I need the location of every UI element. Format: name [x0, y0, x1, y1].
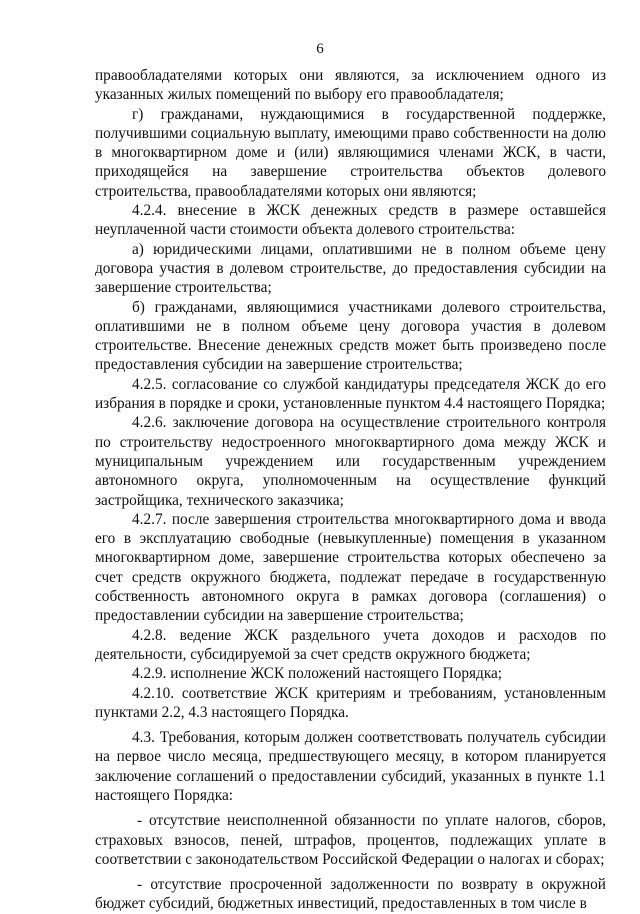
paragraph-4-2-4: 4.2.4. внесение в ЖСК денежных средств в размере оставшейся неуплаченной части стоимости объекта долевого строительства: — [95, 202, 606, 239]
paragraph-continuation: правообладателями которых они являются, за исключением одного из указанных жилых помещений по выбору его правообладателя; — [95, 67, 606, 104]
paragraph-item-g: г) гражданами, нуждающимися в государственной поддержке, получившими социальную выплату, имеющими право собственности на долю в многоквартирном доме и (или) являющимися членами ЖСК, в части, приходящейся на завершение строительства объектов долевого строительства, правообладателями которых они являются; — [95, 105, 606, 200]
document-body — [95, 66, 606, 914]
paragraph-4-2-5: 4.2.5. согласование со службой кандидатуры председателя ЖСК до его избрания в порядке и сроки, установленные пунктом 4.4 настоящего Порядка; — [95, 375, 606, 413]
paragraph-4-2-9: 4.2.9. исполнение ЖСК положений настоящего Порядка; — [132, 665, 503, 683]
paragraph-4-2-10: 4.2.10. соответствие ЖСК критериям и требованиям, установленным пунктами 2.2, 4.3 настоящего Порядка. — [95, 684, 606, 721]
page-number: 6 — [316, 41, 324, 57]
paragraph-item-b: б) гражданами, являющимися участниками долевого строительства, оплатившими не в полном объеме цену договора участия в долевом строительстве. Внесение денежных средств может быть произведено после предоставления субсидии на завершение строительства; — [95, 298, 606, 374]
paragraph-requirement-debt: - отсутствие просроченной задолженности по возврату в окружной бюджет субсидий, бюджетных инвестиций, предоставленных в том числе в — [95, 876, 606, 913]
paragraph-4-2-8: 4.2.8. ведение ЖСК раздельного учета доходов и расходов по деятельности, субсидируемой за счет средств окружного бюджета; — [95, 626, 606, 663]
paragraph-4-2-7: 4.2.7. после завершения строительства многоквартирного дома и ввода его в эксплуатацию свободные (невыкупленные) помещения в указанном многоквартирном доме, завершение строительства которых обеспечено за счет средств окружного бюджета, подлежат передаче в государственную собственность автономного округа в рамках договора (соглашения) о предоставлении субсидии на завершение строительства; — [95, 510, 606, 625]
paragraph-4-3: 4.3. Требования, которым должен соответствовать получатель субсидии на первое число месяца, предшествующего месяцу, в котором планируется заключение соглашений о предоставлении субсидий, указанных в пункте 1.1 настоящего Порядка: — [95, 729, 606, 804]
paragraph-requirement-taxes: - отсутствие неисполненной обязанности по уплате налогов, сборов, страховых взносов, пеней, штрафов, процентов, подлежащих уплате в соответствии с законодательством Российской Федерации о налогах и сборах; — [95, 812, 606, 868]
paragraph-item-a: а) юридическими лицами, оплатившими не в полном объеме цену договора участия в долевом строительстве, до предоставления субсидии на завершение строительства; — [95, 240, 606, 297]
paragraph-4-2-6: 4.2.6. заключение договора на осуществление строительного контроля по строительству недостроенного многоквартирного дома между ЖСК и муниципальным учреждением или государственным учреждением автономного округа, уполномоченным на осуществление функций застройщика, технического заказчика; — [95, 414, 606, 509]
